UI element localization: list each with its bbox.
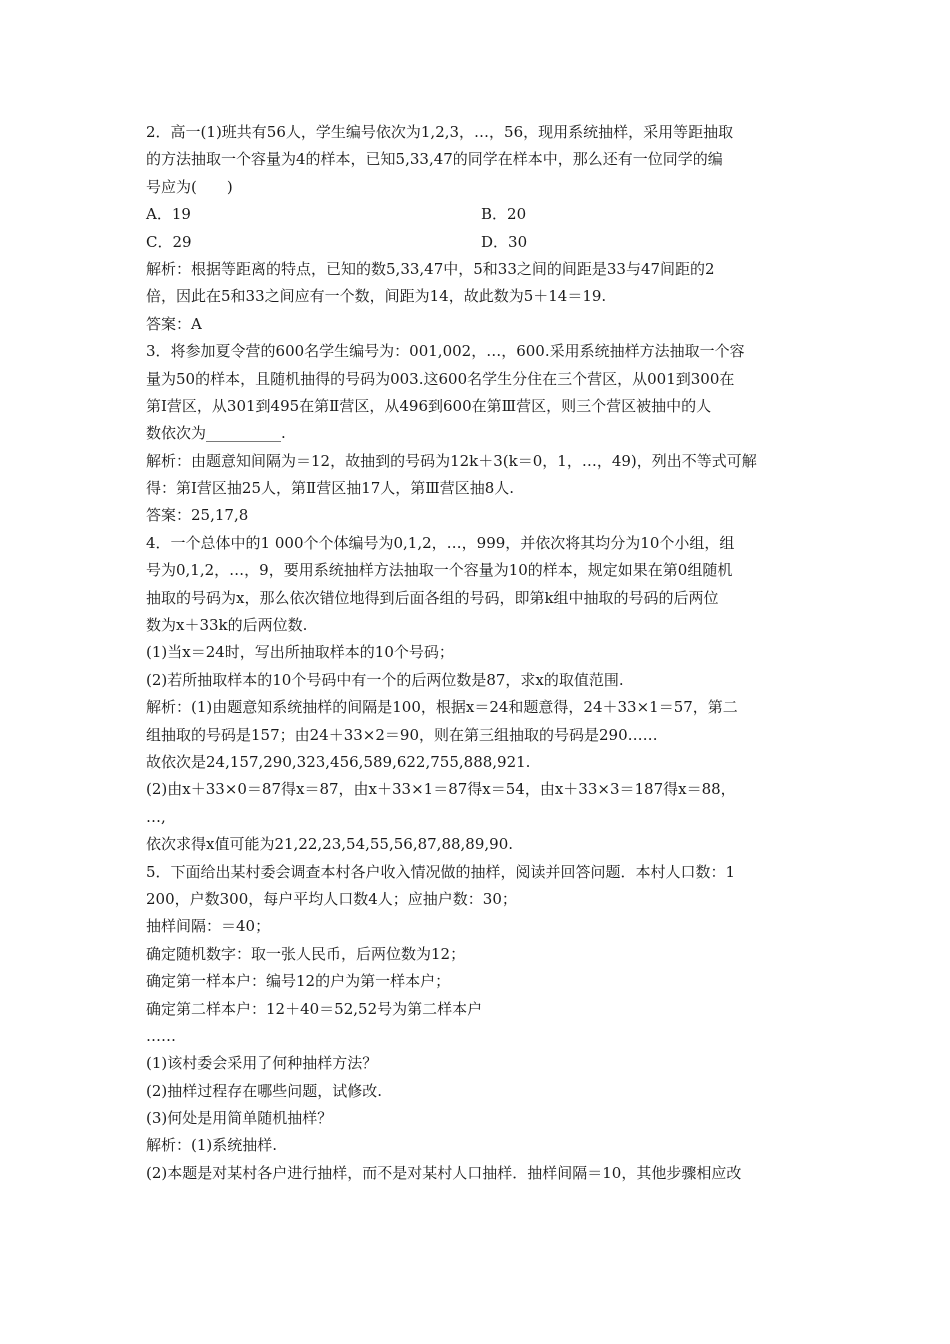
text-line: (1)当x＝24时，写出所抽取样本的10个号码； (146, 643, 454, 662)
text-line: 故依次是24,157,290,323,456,589,622,755,888,921. (146, 752, 531, 771)
answer-option: D．30 (481, 232, 528, 251)
text-line: 解析：根据等距离的特点，已知的数5,33,47中，5和33之间的间距是33与47间距的2 (146, 259, 715, 278)
text-line: (2)抽样过程存在哪些问题，试修改. (146, 1081, 383, 1100)
text-line: 确定第一样本户：编号12的户为第一样本户； (146, 972, 451, 991)
text-line: 号应为( ) (146, 177, 233, 196)
text-line: 5．下面给出某村委会调查本村各户收入情况做的抽样，阅读并回答问题．本村人口数：1 (146, 862, 736, 881)
text-line: 解析：(1)系统抽样. (146, 1136, 278, 1155)
text-line: (1)该村委会采用了何种抽样方法？ (146, 1054, 378, 1073)
answer-options-row (146, 201, 816, 228)
text-line: 解析：(1)由题意知系统抽样的间隔是100，根据x＝24和题意得，24＋33×1＝57，第二 (146, 698, 738, 717)
text-line: 得：第Ⅰ营区抽25人，第Ⅱ营区抽17人，第Ⅲ营区抽8人. (146, 479, 515, 498)
text-line: 确定第二样本户：12＋40＝52,52号为第二样本户 (146, 999, 483, 1018)
text-line: (2)若所抽取样本的10个号码中有一个的后两位数是87，求x的取值范围. (146, 670, 624, 689)
text-line: (2)由x＋33×0＝87得x＝87，由x＋33×1＝87得x＝54，由x＋33×3＝187得x＝88， (146, 780, 736, 799)
text-line: 3．将参加夏令营的600名学生编号为：001,002，…，600.采用系统抽样方法抽取一个容 (146, 342, 745, 361)
text-line: 倍，因此在5和33之间应有一个数，间距为14，故此数为5＋14＝19. (146, 287, 607, 306)
text-line: 答案：25,17,8 (146, 506, 249, 525)
text-line: 依次求得x值可能为21,22,23,54,55,56,87,88,89,90. (146, 835, 514, 854)
text-line: (2)本题是对某村各户进行抽样，而不是对某村人口抽样．抽样间隔＝10，其他步骤相应改 (146, 1163, 742, 1182)
answer-option: A．19 (146, 205, 191, 224)
answer-option: B．20 (481, 205, 527, 224)
text-line: …, (146, 807, 166, 826)
answer-option: C．29 (146, 232, 192, 251)
text-line: 号为0,1,2，…，9，要用系统抽样方法抽取一个容量为10的样本，规定如果在第0组随机 (146, 561, 733, 580)
text-line: 第Ⅰ营区，从301到495在第Ⅱ营区，从496到600在第Ⅲ营区，则三个营区被抽中的人 (146, 396, 712, 415)
text-line: 4．一个总体中的1 000个个体编号为0,1,2，…，999，并依次将其均分为10个小组，组 (146, 533, 735, 552)
text-line: 量为50的样本，且随机抽得的号码为003.这600名学生分住在三个营区，从001到300在 (146, 369, 735, 388)
answer-options-row (146, 229, 816, 256)
text-line: 的方法抽取一个容量为4的样本，已知5,33,47的同学在样本中，那么还有一位同学的编 (146, 150, 723, 169)
text-line: 抽样间隔：＝40； (146, 917, 271, 936)
text-line: 数为x＋33k的后两位数. (146, 616, 308, 635)
text-line: 抽取的号码为x，那么依次错位地得到后面各组的号码，即第k组中抽取的号码的后两位 (146, 588, 719, 607)
text-line: 2．高一(1)班共有56人，学生编号依次为1,2,3，…，56，现用系统抽样，采用等距抽取 (146, 123, 734, 141)
document-body (146, 119, 816, 1187)
text-line: 解析：由题意知间隔为＝12，故抽到的号码为12k＋3(k＝0，1，…，49)，列出不等式可解 (146, 451, 757, 470)
text-line: (3)何处是用简单随机抽样？ (146, 1109, 333, 1128)
text-line: …… (146, 1026, 176, 1045)
text-line: 确定随机数字：取一张人民币，后两位数为12； (146, 944, 466, 963)
text-line: 答案：A (146, 314, 202, 333)
text-line: 数依次为__________. (146, 424, 286, 443)
text-line: 200，户数300，每户平均人口数4人；应抽户数：30； (146, 889, 517, 908)
text-line: 组抽取的号码是157；由24＋33×2＝90，则在第三组抽取的号码是290…… (146, 725, 658, 744)
